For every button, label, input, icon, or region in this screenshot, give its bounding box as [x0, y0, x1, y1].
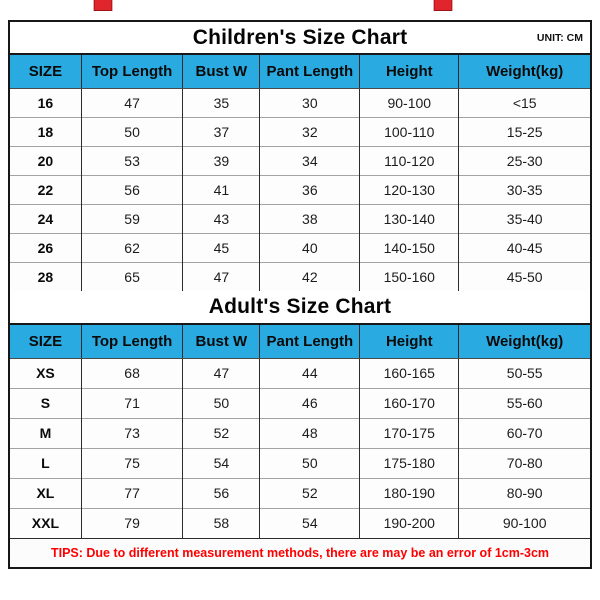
value-cell: 15-25 — [459, 117, 590, 146]
table-row — [10, 233, 590, 262]
table-row — [10, 508, 590, 538]
value-cell: 75 — [81, 448, 183, 478]
value-cell: 40-45 — [459, 233, 590, 262]
red-jersey-icon — [84, 0, 122, 14]
value-cell: 130-140 — [360, 204, 459, 233]
size-cell: M — [10, 418, 81, 448]
value-cell: 54 — [183, 448, 260, 478]
column-header-top-length: Top Length — [81, 325, 183, 358]
column-header-size: SIZE — [10, 55, 81, 88]
value-cell: 39 — [183, 146, 260, 175]
column-header-weight-kg-: Weight(kg) — [459, 55, 590, 88]
value-cell: 30-35 — [459, 175, 590, 204]
value-cell: 62 — [81, 233, 183, 262]
size-cell: XS — [10, 358, 81, 388]
table-row — [10, 418, 590, 448]
table-row — [10, 448, 590, 478]
value-cell: 56 — [183, 478, 260, 508]
adult-size-table — [10, 325, 590, 538]
size-cell: 18 — [10, 117, 81, 146]
value-cell: 160-165 — [360, 358, 459, 388]
value-cell: 38 — [260, 204, 360, 233]
value-cell: 50 — [183, 388, 260, 418]
size-cell: L — [10, 448, 81, 478]
value-cell: 47 — [81, 88, 183, 117]
value-cell: 58 — [183, 508, 260, 538]
size-cell: 22 — [10, 175, 81, 204]
size-cell: 20 — [10, 146, 81, 175]
value-cell: 180-190 — [360, 478, 459, 508]
value-cell: 56 — [81, 175, 183, 204]
size-cell: XXL — [10, 508, 81, 538]
value-cell: 120-130 — [360, 175, 459, 204]
column-header-pant-length: Pant Length — [260, 325, 360, 358]
value-cell: 175-180 — [360, 448, 459, 478]
column-header-height: Height — [360, 325, 459, 358]
column-header-bust-w: Bust W — [183, 55, 260, 88]
value-cell: 43 — [183, 204, 260, 233]
value-cell: 47 — [183, 358, 260, 388]
column-header-bust-w: Bust W — [183, 325, 260, 358]
table-row — [10, 262, 590, 291]
value-cell: 190-200 — [360, 508, 459, 538]
value-cell: 110-120 — [360, 146, 459, 175]
column-header-top-length: Top Length — [81, 55, 183, 88]
value-cell: 52 — [183, 418, 260, 448]
size-chart-table-container — [8, 20, 592, 569]
tips-footer — [10, 538, 590, 567]
value-cell: 37 — [183, 117, 260, 146]
table-row — [10, 358, 590, 388]
value-cell: 36 — [260, 175, 360, 204]
table-row — [10, 175, 590, 204]
tips-text: TIPS: Due to different measurement methods, there are may be an error of 1cm-3cm — [50, 546, 550, 560]
value-cell: 90-100 — [459, 508, 590, 538]
value-cell: 47 — [183, 262, 260, 291]
value-cell: 50 — [81, 117, 183, 146]
value-cell: 41 — [183, 175, 260, 204]
column-header-weight-kg-: Weight(kg) — [459, 325, 590, 358]
value-cell: 53 — [81, 146, 183, 175]
value-cell: 40 — [260, 233, 360, 262]
value-cell: 90-100 — [360, 88, 459, 117]
value-cell: 71 — [81, 388, 183, 418]
table-row — [10, 204, 590, 233]
children-size-table — [10, 55, 590, 291]
unit-label: UNIT: CM — [536, 31, 583, 44]
value-cell: 70-80 — [459, 448, 590, 478]
value-cell: 77 — [81, 478, 183, 508]
value-cell: 25-30 — [459, 146, 590, 175]
value-cell: 59 — [81, 204, 183, 233]
value-cell: 68 — [81, 358, 183, 388]
adult-header-row — [10, 325, 590, 358]
value-cell: 50 — [260, 448, 360, 478]
value-cell: 100-110 — [360, 117, 459, 146]
value-cell: 150-160 — [360, 262, 459, 291]
value-cell: 48 — [260, 418, 360, 448]
adult-chart-title: Adult's Size Chart — [208, 295, 392, 318]
value-cell: 35-40 — [459, 204, 590, 233]
column-header-size: SIZE — [10, 325, 81, 358]
value-cell: 46 — [260, 388, 360, 418]
value-cell: 32 — [260, 117, 360, 146]
size-cell: 26 — [10, 233, 81, 262]
value-cell: 45-50 — [459, 262, 590, 291]
value-cell: 140-150 — [360, 233, 459, 262]
size-cell: 28 — [10, 262, 81, 291]
size-cell: S — [10, 388, 81, 418]
value-cell: 44 — [260, 358, 360, 388]
size-cell: 16 — [10, 88, 81, 117]
value-cell: 50-55 — [459, 358, 590, 388]
column-header-pant-length: Pant Length — [260, 55, 360, 88]
value-cell: 73 — [81, 418, 183, 448]
value-cell: 45 — [183, 233, 260, 262]
children-chart-title-bar — [10, 22, 590, 55]
value-cell: 35 — [183, 88, 260, 117]
size-cell: XL — [10, 478, 81, 508]
value-cell: 42 — [260, 262, 360, 291]
table-row — [10, 388, 590, 418]
value-cell: 54 — [260, 508, 360, 538]
table-row — [10, 88, 590, 117]
children-chart-title: Children's Size Chart — [192, 25, 408, 49]
value-cell: 170-175 — [360, 418, 459, 448]
value-cell: 55-60 — [459, 388, 590, 418]
value-cell: 52 — [260, 478, 360, 508]
column-header-height: Height — [360, 55, 459, 88]
table-row — [10, 117, 590, 146]
red-jersey-icon — [424, 0, 462, 14]
value-cell: 65 — [81, 262, 183, 291]
table-row — [10, 478, 590, 508]
value-cell: <15 — [459, 88, 590, 117]
table-row — [10, 146, 590, 175]
value-cell: 160-170 — [360, 388, 459, 418]
value-cell: 34 — [260, 146, 360, 175]
adult-chart-title-bar — [10, 291, 590, 325]
size-cell: 24 — [10, 204, 81, 233]
children-header-row — [10, 55, 590, 88]
value-cell: 30 — [260, 88, 360, 117]
value-cell: 60-70 — [459, 418, 590, 448]
value-cell: 80-90 — [459, 478, 590, 508]
value-cell: 79 — [81, 508, 183, 538]
